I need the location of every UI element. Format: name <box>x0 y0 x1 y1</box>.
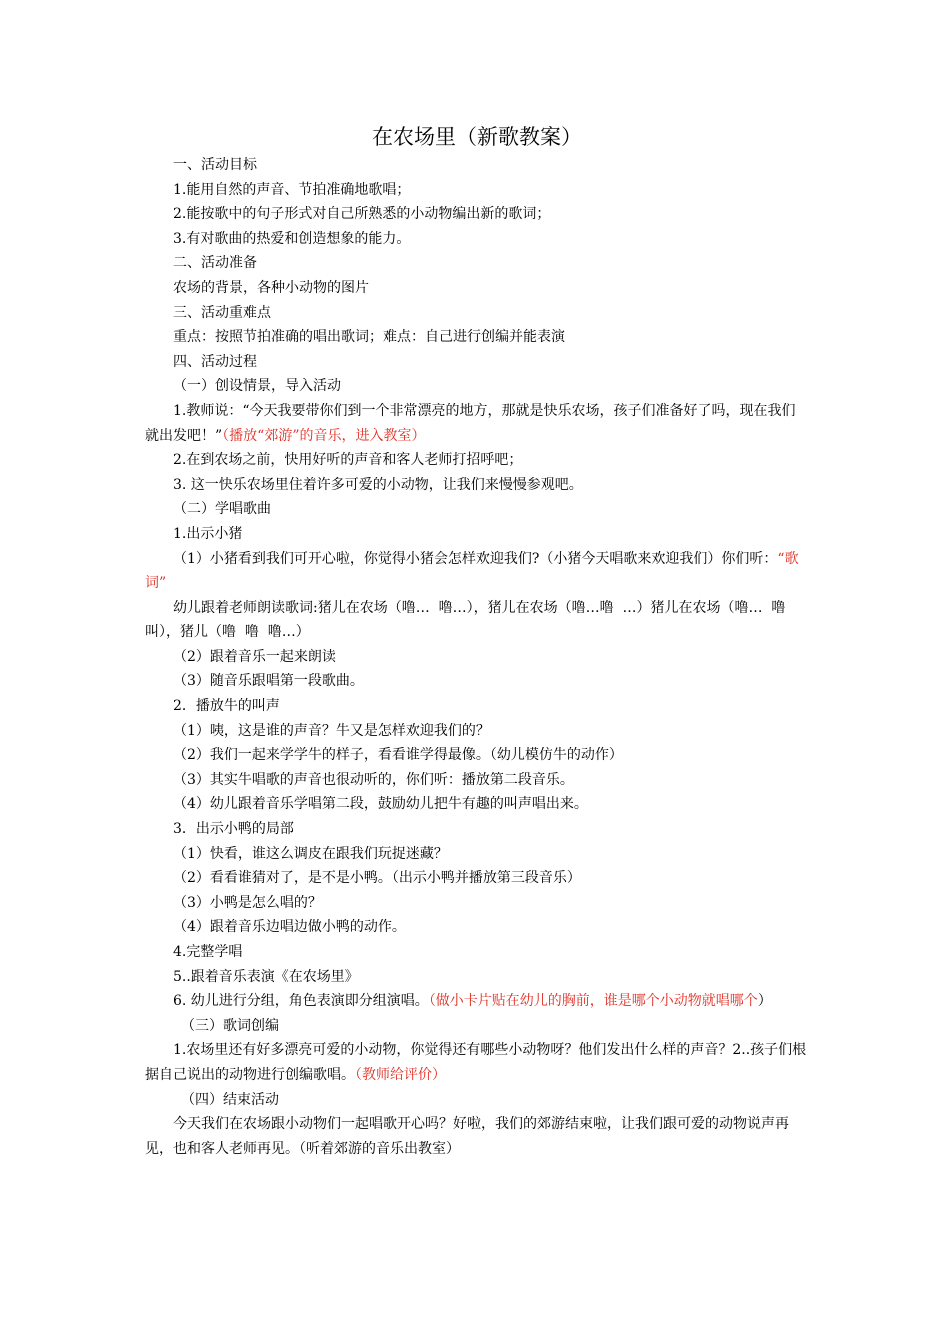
process-step <box>145 547 809 596</box>
goal-item: 1.能用自然的声音、节拍准确地歌唱； <box>173 181 411 198</box>
process-step: （3）随音乐跟唱第一段歌曲。 <box>173 673 364 690</box>
subsection-heading: （四）结束活动 <box>181 1091 279 1108</box>
process-step: （3）小鸭是怎么唱的？ <box>173 894 322 911</box>
process-step: （4）跟着音乐边唱边做小鸭的动作。 <box>173 919 406 936</box>
subsection-heading: （三）歌词创编 <box>181 1017 279 1034</box>
process-step: 今天我们在农场跟小动物们一起唱歌开心吗？好啦，我们的郊游结束啦，让我们跟可爱的动物说声再见，也和客人老师再见。（听着郊游的音乐出教室） <box>145 1116 789 1157</box>
goal-item: 2.能按歌中的句子形式对自己所熟悉的小动物编出新的歌词； <box>173 206 551 223</box>
process-step: （1）快看，谁这么调皮在跟我们玩捉迷藏？ <box>173 845 448 862</box>
step-text: 1.农场里还有好多漂亮可爱的小动物，你觉得还有哪些小动物呀？他们发出什么样的声音？2..孩子们根据自己说出的动物进行创编歌唱。 <box>145 1042 807 1083</box>
process-step: 5..跟着音乐表演《在农场里》 <box>173 968 359 985</box>
step-text: ） <box>757 993 772 1010</box>
section-heading-process: 四、活动过程 <box>173 353 257 370</box>
process-step: 2.在到农场之前，快用好听的声音和客人老师打招呼吧； <box>173 452 523 469</box>
section-heading-preparation: 二、活动准备 <box>173 255 257 272</box>
step-text: 1.教师说：“今天我要带你们到一个非常漂亮的地方，那就是快乐农场，孩子们准备好了吗，现在我们就出发吧！” <box>145 402 796 444</box>
process-step: （1）咦，这是谁的声音？牛又是怎样欢迎我们的？ <box>173 722 490 739</box>
process-step: 3. 这一快乐农场里住着许多可爱的小动物，让我们来慢慢参观吧。 <box>173 476 583 493</box>
process-step <box>145 1038 809 1087</box>
section-heading-goals: 一、活动目标 <box>173 157 257 173</box>
process-step: （3）其实牛唱歌的声音也很动听的，你们听：播放第二段音乐。 <box>173 771 574 788</box>
step-note-red: （教师给评价） <box>355 1066 446 1083</box>
process-step: （2）看看谁猜对了，是不是小鸭。（出示小鸭并播放第三段音乐） <box>173 870 581 887</box>
process-step: （2）跟着音乐一起来朗读 <box>173 648 336 665</box>
subsection-heading: （一）创设情景，导入活动 <box>173 378 341 395</box>
step-note-red: “歌词” <box>145 550 799 592</box>
preparation-text: 农场的背景，各种小动物的图片 <box>173 279 369 296</box>
process-step: 2．播放牛的叫声 <box>173 698 280 715</box>
section-heading-key-points: 三、活动重难点 <box>173 304 271 321</box>
process-step: （2）我们一起来学学牛的样子，看看谁学得最像。（幼儿模仿牛的动作） <box>173 747 623 764</box>
process-step <box>145 989 809 1014</box>
step-text: （1）小猪看到我们可开心啦，你觉得小猪会怎样欢迎我们?（小猪今天唱歌来欢迎我们）你们听： <box>173 550 778 567</box>
process-step: 1.出示小猪 <box>173 525 243 542</box>
step-note-red: （做小卡片贴在幼儿的胸前，谁是哪个小动物就唱哪个 <box>428 993 758 1010</box>
key-points-text: 重点：按照节拍准确的唱出歌词；难点：自己进行创编并能表演 <box>173 329 565 346</box>
goal-item: 3.有对歌曲的热爱和创造想象的能力。 <box>173 230 411 247</box>
step-text: 6. 幼儿进行分组，角色表演即分组演唱。 <box>173 993 429 1010</box>
process-step: 3．出示小鸭的局部 <box>173 821 294 838</box>
process-step: 4.完整学唱 <box>173 944 243 960</box>
process-step: （4）幼儿跟着音乐学唱第二段，鼓励幼儿把牛有趣的叫声唱出来。 <box>173 796 588 813</box>
step-note-red: （播放“郊游”的音乐，进入教室） <box>222 427 426 444</box>
subsection-heading: （二）学唱歌曲 <box>173 501 271 518</box>
process-step <box>145 399 809 448</box>
page-title: 在农场里（新歌教案） <box>372 125 582 149</box>
process-step: 幼儿跟着老师朗读歌词:猪儿在农场（噜… 噜…），猪儿在农场（噜…噜 …）猪儿在农场（噜… 噜叫），猪儿（噜 噜 噜…） <box>145 599 786 641</box>
lesson-plan <box>145 122 809 1161</box>
